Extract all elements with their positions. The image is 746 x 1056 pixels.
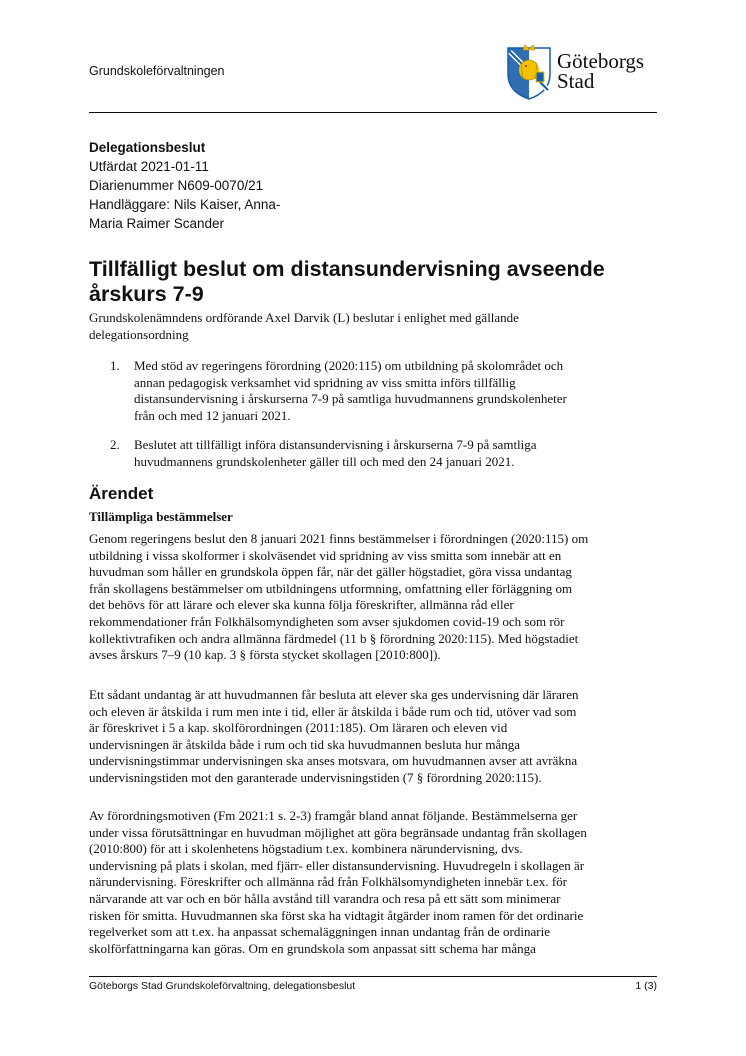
decision-text: Beslutet att tillfälligt införa distansundervisning i årskurserna 7-9 på samtliga huvudmannens grundskolenheter gäller till och med den 24 januari 2021. [134,437,537,469]
goteborg-logo [506,44,666,100]
handler-line-1: Handläggare: Nils Kaiser, Anna- [89,197,281,212]
doc-type-label: Delegationsbeslut [89,140,206,155]
logo-text [557,51,644,91]
decision-number: 2. [110,437,120,452]
reference-number: Diarienummer N609-0070/21 [89,178,264,193]
footer-divider [89,976,657,977]
organization-name: Grundskoleförvaltningen [89,64,225,78]
page-number: 1 (3) [635,980,657,992]
intro-paragraph: Grundskolenämndens ordförande Axel Darvik (L) beslutar i enlighet med gällande delegationsordning [89,310,519,342]
issued-date: Utfärdat 2021-01-11 [89,159,209,174]
footer-text: Göteborgs Stad Grundskoleförvaltning, delegationsbeslut [89,980,356,992]
handler-line-2: Maria Raimer Scander [89,216,225,231]
logo-text-line1: Göteborgs [557,49,645,73]
document-metadata [89,138,309,233]
body-paragraph-2: Ett sådant undantag är att huvudmannen får besluta att elever ska ges undervisning där läraren och eleven är åtskilda i rum men inte i tid, eller är åtskilda i både rum och tid, utöver vad som är föreskrivet i 5 a kap. skolförordningen (2011:185). Om läraren och eleven vid undervisningen är åtskilda både i rum och tid ska huvudmannen besluta hur många undervisningstimmar undervisningen ska anses motsvara, om huvudmannen avser att avräkna undervisningstiden mot den garanterade undervisningstiden (7 § förordning 2020:115). [89,687,579,785]
decision-number: 1. [110,358,120,373]
body-paragraph-1: Genom regeringens beslut den 8 januari 2021 finns bestämmelser i förordningen (2020:115) om utbildning i vissa skolformer i skolväsendet vid spridning av viss smitta som innebär att en huvudman som håller en grundskola öppen får, när det gäller högstadiet, göra vissa undantag från skollagens bestämmelser om utbildningens utformning, omfattning eller förläggning om det behövs för att lärare och elever ska kunna följa föreskrifter, allmänna råd eller rekommendationer från Folkhälsomyndigheten som avser sjukdomen covid-19 och som rör kollektivtrafiken och andra allmänna färdmedel (11 b § förordning 2020:115). Med högstadiet avses årskurs 7–9 (10 kap. 3 § första stycket skollagen [2010:800]). [89,531,589,663]
decision-list [110,358,580,483]
decision-item [110,437,580,470]
document-title: Tillfälligt beslut om distansundervisning avseende årskurs 7-9 [89,257,605,306]
subsection-heading: Tillämpliga bestämmelser [89,509,233,524]
decision-item [110,358,580,424]
logo-text-line2: Stad [557,69,595,93]
decision-text: Med stöd av regeringens förordning (2020:115) om utbildning på skolområdet och annan pedagogisk verksamhet vid spridning av viss smitta införs tillfällig distansundervisning i årskurserna 7-9 på samtliga huvudmannens grundskolenheter från och med 12 januari 2021. [134,358,567,423]
section-heading: Ärendet [89,484,154,503]
header-divider [89,112,657,113]
body-paragraph-3: Av förordningsmotiven (Fm 2021:1 s. 2-3) framgår bland annat följande. Bestämmelserna ger under vissa förutsättningar en huvudman möjlighet att göra begränsade undantag från skollagen (2010:800) för att i skolenhetens högstadium t.ex. kombinera närundervisning, dvs. undervisning på plats i skolan, med fjärr- eller distansundervisning. Huvudregeln i skollagen är närundervisning. Föreskrifter och allmänna råd från Folkhälsomyndigheten innebär t.ex. för närvarande att var och en bör hålla avstånd till varandra och resa på ett sätt som minimerar risken för smitta. Huvudmannen ska först ska ha vidtagit åtgärder inom ramen för det ordinarie regelverket som att t.ex. ha anpassat schemaläggningen innan undantag från de ordinarie skolförfattningarna kan göras. Om en grundskola som anpassat sitt schema har många [89,808,587,956]
coat-of-arms-icon [506,44,552,100]
